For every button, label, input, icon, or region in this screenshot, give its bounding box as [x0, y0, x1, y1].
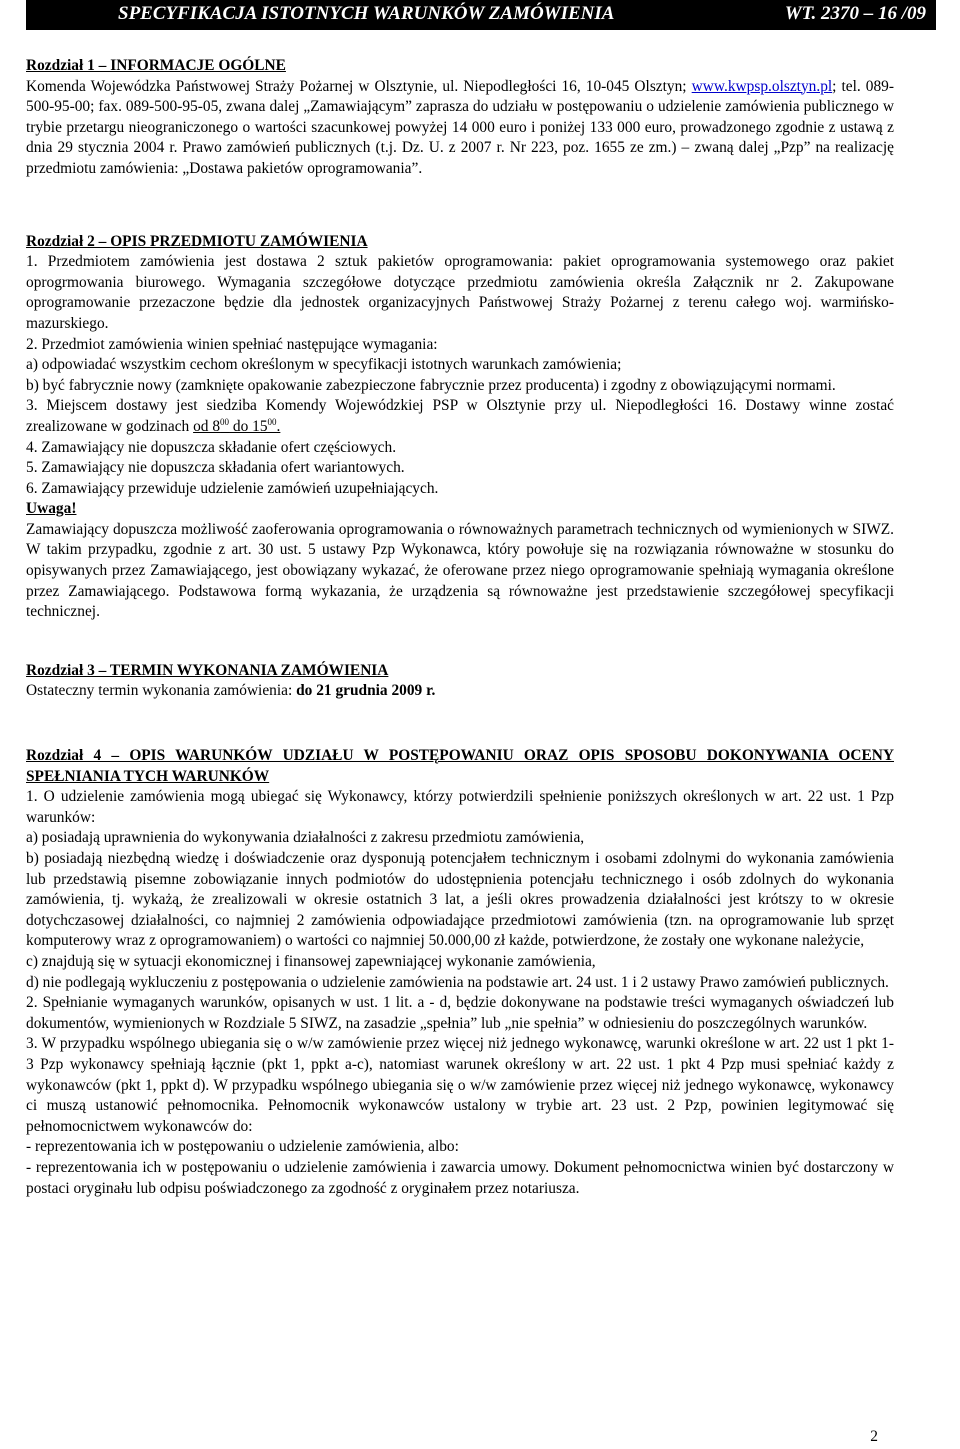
spacer	[26, 702, 894, 746]
section-3-text	[26, 681, 894, 702]
note-text: Zamawiający dopuszcza możliwość zaoferowania oprogramowania o równoważnych parametrach technicznych od wymienionych w SIWZ. W takim przypadku, zgodnie z art. 30 ust. 5 ustawy Pzp Wykonawca, który powołuje się na rozwiązania równoważne w stosunku do opisywanych przez Zamawiającego, jest obowiązany wykazać, że oferowane przez niego oprogramowanie spełniają wymagania określone przez Zamawiającego. Podstawowa formą wykazania, że urządzenia są równoważne jest przedstawienie szczegółowej specyfikacji technicznej.	[26, 520, 894, 621]
section-4-item-2: 2. Spełnianie wymaganych warunków, opisanych w ust. 1 lit. a - d, będzie dokonywane na podstawie treści wymaganych oświadczeń lub dokumentów, wymienionych w Rozdziale 5 SIWZ, na zasadzie „spełnia” lub „nie spełnia” w odniesieniu do poszczególnych warunków.	[26, 994, 894, 1032]
delivery-hours	[193, 418, 280, 435]
section-4-item-1c: c) znajdują się w sytuacji ekonomicznej i finansowej zapewniającej wykonanie zamówienia,	[26, 952, 596, 970]
section-4-item-3a: - reprezentowania ich w postępowaniu o udzielenie zamówienia, albo:	[26, 1138, 459, 1156]
page-number: 2	[870, 1428, 878, 1445]
section-4-item-1d: d) nie podlegają wykluczeniu z postępowania o udzielenie zamówienia na podstawie art. 24 ust. 1 i 2 ustawy Prawo zamówień publicznych.	[26, 973, 889, 991]
delivery-hours-from-minutes: 00	[220, 416, 230, 427]
section-4-item-1a: a) posiadają uprawnienia do wykonywania działalności z zakresu przedmiotu zamówienia,	[26, 829, 585, 847]
section-4-item-3b: - reprezentowania ich w postępowaniu o udzielenie zamówienia i zawarcia umowy. Dokument pełnomocnictwa winien być dostarczony w postaci oryginału lub odpisu poświadczonego za zgodność z oryginałem przez notariusza.	[26, 1158, 894, 1197]
section-2-item-2b: b) być fabrycznie nowy (zamknięte opakowanie zabezpieczone fabrycznie przez producenta) i zgodny z obowiązującymi normami.	[26, 376, 836, 394]
section-4-item-1: 1. O udzielenie zamówienia mogą ubiegać się Wykonawcy, którzy potwierdzili spełnienie poniższych określonych w art. 22 ust. 1 Pzp warunków:	[26, 788, 894, 826]
section-2-item-2: 2. Przedmiot zamówienia winien spełniać następujące wymagania:	[26, 335, 438, 353]
section-3-label: Ostateczny termin wykonania zamówienia:	[26, 682, 297, 700]
section-4-item-1b: b) posiadają niezbędną wiedzę i doświadczenie oraz dysponują potencjałem technicznym i osobami zdolnymi do wykonania zamówienia lub przedstawią pisemne zobowiązanie innych podmiotów do udostępnienia potencjału technicznego i osób zdolnych do wykonania zamówienia, tj. wykażą, że zrealizowali w okresie ostatnich 3 lat, a jeśli okres prowadzenia działalności jest krótszy to w okresie dotychczasowej działalności, co najmniej 2 zamówienia odpowiadające przedmiotowi zamówienia (tzn. na oprogramowanie lub sprzęt komputerowy wraz z oprogramowaniem) o wartości co najmniej 50.000,00 zł każde, potwierdzone, że zostały one wykonane należycie,	[26, 850, 894, 950]
note-label: Uwaga!	[26, 500, 77, 518]
document-header	[26, 0, 936, 30]
section-1-heading: Rozdział 1 – INFORMACJE OGÓLNE	[26, 57, 286, 74]
section-2-heading: Rozdział 2 – OPIS PRZEDMIOTU ZAMÓWIENIA	[26, 232, 368, 250]
section-4-item-3: 3. W przypadku wspólnego ubiegania się o w/w zamówienie przez więcej niż jednego wykonawcę, warunki określone w art. 22 ust 1 pkt 1-3 Pzp wykonawcy spełniają łącznie (pkt 1, ppkt a-c), natomiast warunek określony w art. 22 ust. 1 pkt 4 Pzp musi spełniać każdy z wykonawców (pkt 1, ppkt d). W przypadku wspólnego ubiegania się o w/w zamówienie przez więcej niż jednego wykonawcę, wykonawcy ci muszą ustanowić pełnomocnika. Pełnomocnik wykonawców ustalony w trybie art. 23 ust. 2 Pzp, powinien legitymować się pełnomocnictwem wykonawców do:	[26, 1035, 894, 1135]
section-1-intro-end: ; tel. 089-500-95-00; fax. 089-500-95-05, zwana dalej „Zamawiającym” zaprasza do udziału w postępowaniu o udzielenie zamówienia publicznego w trybie przetargu nieograniczonego o wartości szacunkowej powyżej 14 000 euro i poniżej 133 000 euro, prowadzonego zgodnie z ustawą z dnia 29 stycznia 2004 r. Prawo zamówień publicznych (t.j. Dz. U. z 2007 r. Nr 223, poz. 1655 ze zm.) – zwaną dalej „Pzp” na realizację przedmiotu zamówienia: „Dostawa pakietów oprogramowania”.	[26, 77, 894, 177]
section-2-item-2a: a) odpowiadać wszystkim cechom określonym w specyfikacji istotnych warunkach zamówienia;	[26, 356, 622, 374]
section-3-heading: Rozdział 3 – TERMIN WYKONANIA ZAMÓWIENIA	[26, 661, 389, 679]
website-link[interactable]: www.kwpsp.olsztyn.pl	[691, 77, 833, 95]
section-4-heading: Rozdział 4 – OPIS WARUNKÓW UDZIAŁU W POSTĘPOWANIU ORAZ OPIS SPOSOBU DOKONYWANIA OCENY SPEŁNIANIA TYCH WARUNKÓW	[26, 747, 894, 785]
section-2-item-5: 5. Zamawiający nie dopuszcza składania ofert wariantowych.	[26, 459, 405, 477]
section-1-intro-start: Komenda Wojewódzka Państwowej Straży Pożarnej w Olsztynie, ul. Niepodległości 16, 10-045 Olsztyn;	[26, 77, 687, 95]
section-2-item-3	[26, 396, 894, 437]
header-reference-number: WT. 2370 – 16 /09	[784, 3, 926, 24]
delivery-hours-end: .	[276, 417, 281, 435]
section-2-item-6: 6. Zamawiający przewiduje udzielenie zamówień uzupełniających.	[26, 479, 439, 497]
section-1-intro	[26, 77, 894, 180]
delivery-hours-to-minutes: 00	[267, 416, 277, 427]
document-body	[26, 56, 894, 1199]
section-2-item-3-text: 3. Miejscem dostawy jest siedziba Komendy Wojewódzkiej PSP w Olsztynie przy ul. Niepodległości 16. Dostawy winne zostać zrealizowane w godzinach	[26, 397, 894, 435]
spacer	[26, 180, 894, 232]
spacer	[26, 623, 894, 661]
section-2-item-4: 4. Zamawiający nie dopuszcza składanie ofert częściowych.	[26, 438, 397, 456]
delivery-hours-to: do 15	[229, 417, 268, 435]
section-2-item-1: 1. Przedmiotem zamówienia jest dostawa 2 sztuk pakietów oprogramowania: pakiet oprogramowania systemowego oraz pakiet oprogrmowania biurowego. Wymagania szczegółowe dotyczące przedmiotu zamówienia określa Załącznik nr 2. Zakupowane oprogramowanie przezaczone będzie dla jednostek organizacyjnych Państwowej Straży Pożarnej z terenu całego woj. warmińsko-mazurskiego.	[26, 253, 894, 332]
header-title: SPECYFIKACJA ISTOTNYCH WARUNKÓW ZAMÓWIENIA	[118, 3, 615, 24]
delivery-hours-from: od 8	[193, 417, 221, 435]
deadline-date: do 21 grudnia 2009 r.	[296, 682, 436, 700]
